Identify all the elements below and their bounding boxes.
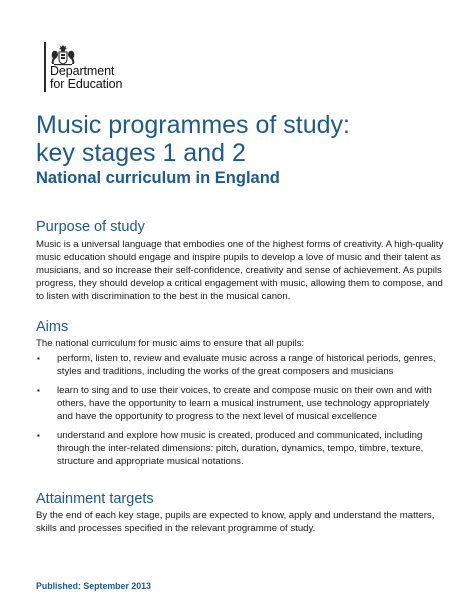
document-title bbox=[36, 111, 456, 167]
department-name bbox=[50, 65, 122, 91]
title-line2: key stages 1 and 2 bbox=[36, 139, 246, 167]
bullet-icon: ▪ bbox=[37, 386, 40, 395]
department-logo bbox=[36, 40, 156, 96]
attainment-paragraph: By the end of each key stage, pupils are expected to know, apply and understand the matters, skills and processes specified in the relevant programme of study. bbox=[36, 510, 435, 534]
list-item bbox=[36, 384, 446, 423]
aims-item-2: learn to sing and to use their voices, to create and compose music on their own and with others, have the opportunity to learn a musical instrument, use technology appropriately and have the opportunity to progress to the next level of musical excellence bbox=[57, 385, 432, 422]
department-line2: for Education bbox=[50, 77, 123, 91]
attainment-heading: Attainment targets bbox=[36, 491, 154, 507]
purpose-heading: Purpose of study bbox=[36, 219, 145, 235]
aims-item-3: understand and explore how music is created, produced and communicated, including through the inter-related dimensions: pitch, duration, dynamics, tempo, timbre, texture, structure and appropriate musical notations. bbox=[57, 430, 424, 467]
list-item bbox=[36, 429, 446, 468]
aims-list bbox=[36, 352, 446, 474]
aims-intro: The national curriculum for music aims to ensure that all pupils: bbox=[36, 338, 305, 349]
bullet-icon: ▪ bbox=[37, 354, 40, 363]
purpose-paragraph: Music is a universal language that embodies one of the highest forms of creativity. A high-quality music education should engage and inspire pupils to develop a love of music and their talent as musicians, and so increase their self-confidence, creativity and sense of achievement. As pupils progress, they should develop a critical engagement with music, allowing them to compose, and to listen with discrimination to the best in the musical canon. bbox=[36, 239, 444, 302]
title-line1: Music programmes of study: bbox=[36, 111, 350, 139]
publication-date: Published: September 2013 bbox=[36, 581, 151, 591]
aims-heading: Aims bbox=[36, 319, 69, 335]
aims-item-1: perform, listen to, review and evaluate music across a range of historical periods, genres, styles and traditions, including the works of the great composers and musicians bbox=[57, 353, 436, 377]
royal-crest-icon bbox=[50, 44, 76, 66]
logo-rule bbox=[44, 42, 46, 92]
department-line1: Department bbox=[50, 64, 115, 78]
bullet-icon: ▪ bbox=[37, 431, 40, 440]
list-item bbox=[36, 352, 446, 378]
document-subtitle: National curriculum in England bbox=[36, 169, 280, 187]
